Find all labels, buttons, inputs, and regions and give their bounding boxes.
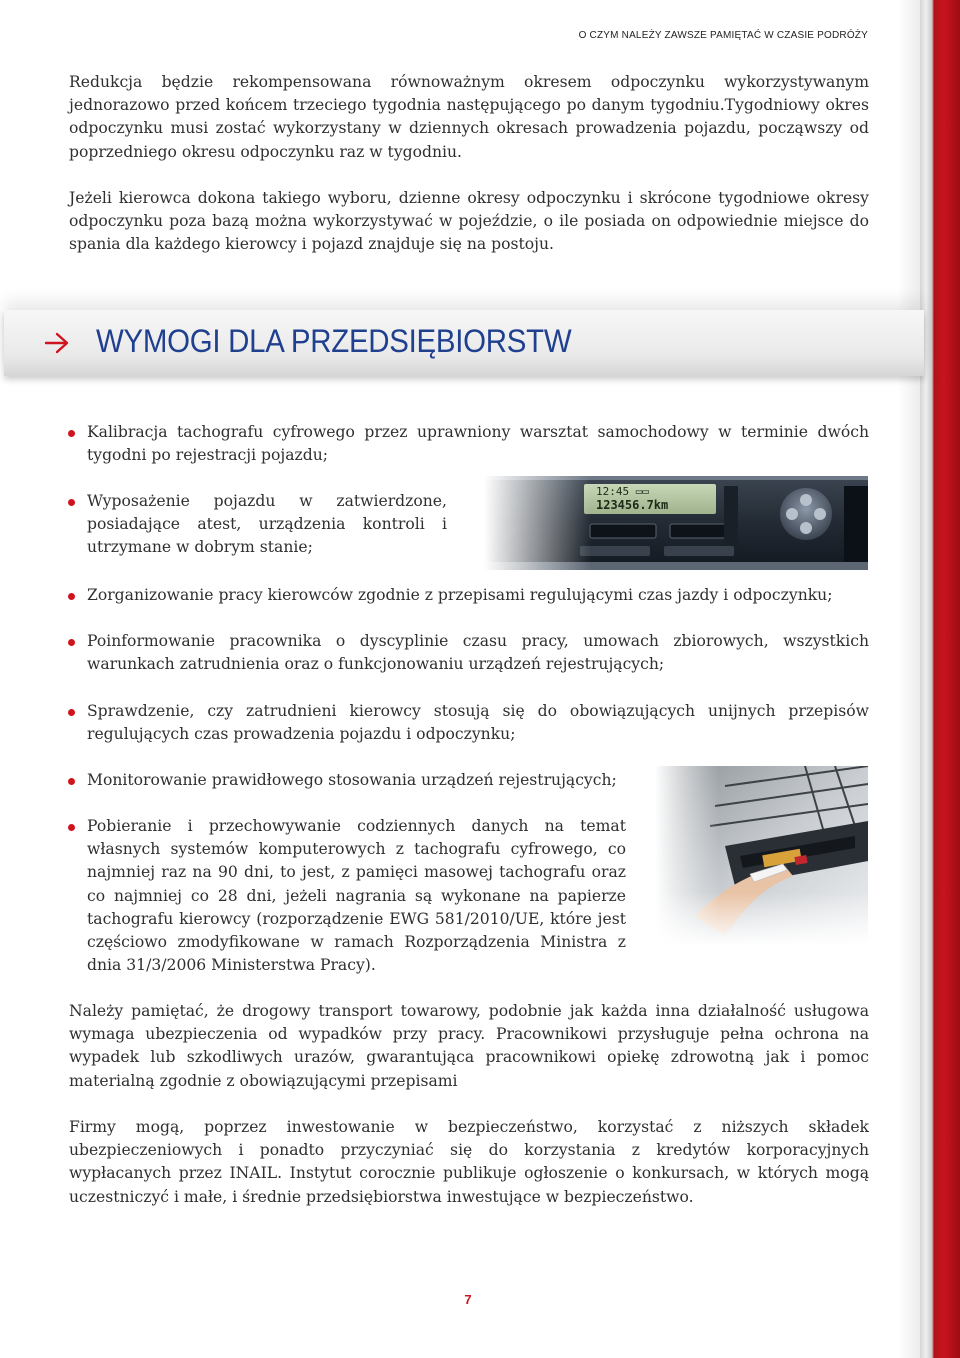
bullet-icon bbox=[68, 639, 75, 646]
list-item-text: Poinformowanie pracownika o dyscyplinie czasu pracy, umowach zbiorowych, wszystkich warunkach zatrudnienia oraz o funkcjonowaniu urządzeń rejestrujących; bbox=[87, 632, 869, 674]
bullet-icon bbox=[68, 824, 75, 831]
bullet-icon bbox=[68, 499, 75, 506]
list-item bbox=[87, 769, 627, 792]
side-band-shadow bbox=[898, 0, 920, 1358]
list-item bbox=[87, 584, 869, 607]
list-item-text: Pobieranie i przechowywanie codziennych danych na temat własnych systemów komputerowych z tachografu cyfrowego, co najmniej raz na 90 dni, to jest, z pamięci masowej tachografu oraz co najmniej co 28 dni, jeżeli nagrania są wykonane na papierze tachografu kierowcy (rozporządzenie EWG 581/2010/UE, które jest częściowo zmodyfikowane w ramach Rozporządzenia Ministra z dnia 31/3/2006 Ministerstwa Pracy). bbox=[87, 817, 626, 975]
tachograph-card-photo bbox=[655, 766, 868, 946]
list-item bbox=[87, 700, 869, 746]
outro-paragraph-2: Firmy mogą, poprzez inwestowanie w bezpieczeństwo, korzystać z niższych składek ubezpieczeniowych i ponadto przyczyniać się do korzystania z kredytów korporacyjnych wypłacanych przez INAIL. Instytut corocznie publikuje ogłoszenie o konkursach, w których mogą uczestniczyć i małe, i średnie przedsiębiorstwa inwestujące w bezpieczeństwo. bbox=[69, 1118, 869, 1206]
intro-paragraph-2: Jeżeli kierowca dokona takiego wyboru, dzienne okresy odpoczynku i skrócone tygodniowe okresy odpoczynku poza bazą można wykorzystywać w pojeździe, o ile posiada on odpowiednie miejsce do spania dla każdego kierowcy i pojazd znajduje się na postoju. bbox=[69, 189, 869, 254]
list-item-text: Wyposażenie pojazdu w zatwierdzone, posiadające atest, urządzenia kontroli i utrzymane w dobrym stanie; bbox=[87, 492, 447, 557]
section-banner bbox=[4, 310, 924, 376]
list-item-text: Zorganizowanie pracy kierowców zgodnie z przepisami regulującymi czas jazdy i odpoczynku; bbox=[87, 586, 833, 604]
outro-paragraph-1: Należy pamiętać, że drogowy transport towarowy, podobnie jak każda inna działalność usługowa wymaga ubezpieczenia od wypadków przy pracy. Pracownikowi przysługuje pełna ochrona na wypadek lub szkodliwych urazów, gwarantująca pracownikowi opiekę zdrowotną jak i pomoc materialną zgodnie z obowiązującymi przepisami bbox=[69, 1002, 869, 1090]
bullet-icon bbox=[68, 778, 75, 785]
list-item bbox=[87, 815, 626, 977]
arrow-right-icon bbox=[44, 332, 70, 354]
page-number: 7 bbox=[464, 1292, 472, 1307]
list-item-text: Monitorowanie prawidłowego stosowania urządzeń rejestrujących; bbox=[87, 771, 617, 789]
bullet-icon bbox=[68, 430, 75, 437]
tachograph-image bbox=[484, 476, 868, 570]
section-title: WYMOGI DLA PRZEDSIĘBIORSTW bbox=[96, 323, 572, 359]
intro-paragraph-1: Redukcja będzie rekompensowana równoważnym okresem odpoczynku wykorzystywanym jednorazowo przed końcem trzeciego tygodnia następującego po danym tygodniu.Tygodniowy okres odpoczynku musi zostać wykorzystany w dziennych okresach prowadzenia pojazdu, począwszy od poprzedniego okresu odpoczynku raz w tygodniu. bbox=[69, 73, 869, 161]
list-item-text: Sprawdzenie, czy zatrudnieni kierowcy stosują się do obowiązujących unijnych przepisów regulujących czas prowadzenia pojazdu i odpoczynku; bbox=[87, 702, 869, 744]
red-side-band bbox=[920, 0, 960, 1358]
list-item-text: Kalibracja tachografu cyfrowego przez uprawniony warsztat samochodowy w terminie dwóch tygodni po rejestracji pojazdu; bbox=[87, 423, 869, 465]
list-item bbox=[87, 490, 447, 560]
bullet-icon bbox=[68, 593, 75, 600]
list-item bbox=[87, 630, 869, 676]
bullet-icon bbox=[68, 709, 75, 716]
running-header: O CZYM NALEŻY ZAWSZE PAMIĘTAĆ W CZASIE PODRÓŻY bbox=[578, 30, 868, 41]
list-item bbox=[87, 421, 869, 467]
